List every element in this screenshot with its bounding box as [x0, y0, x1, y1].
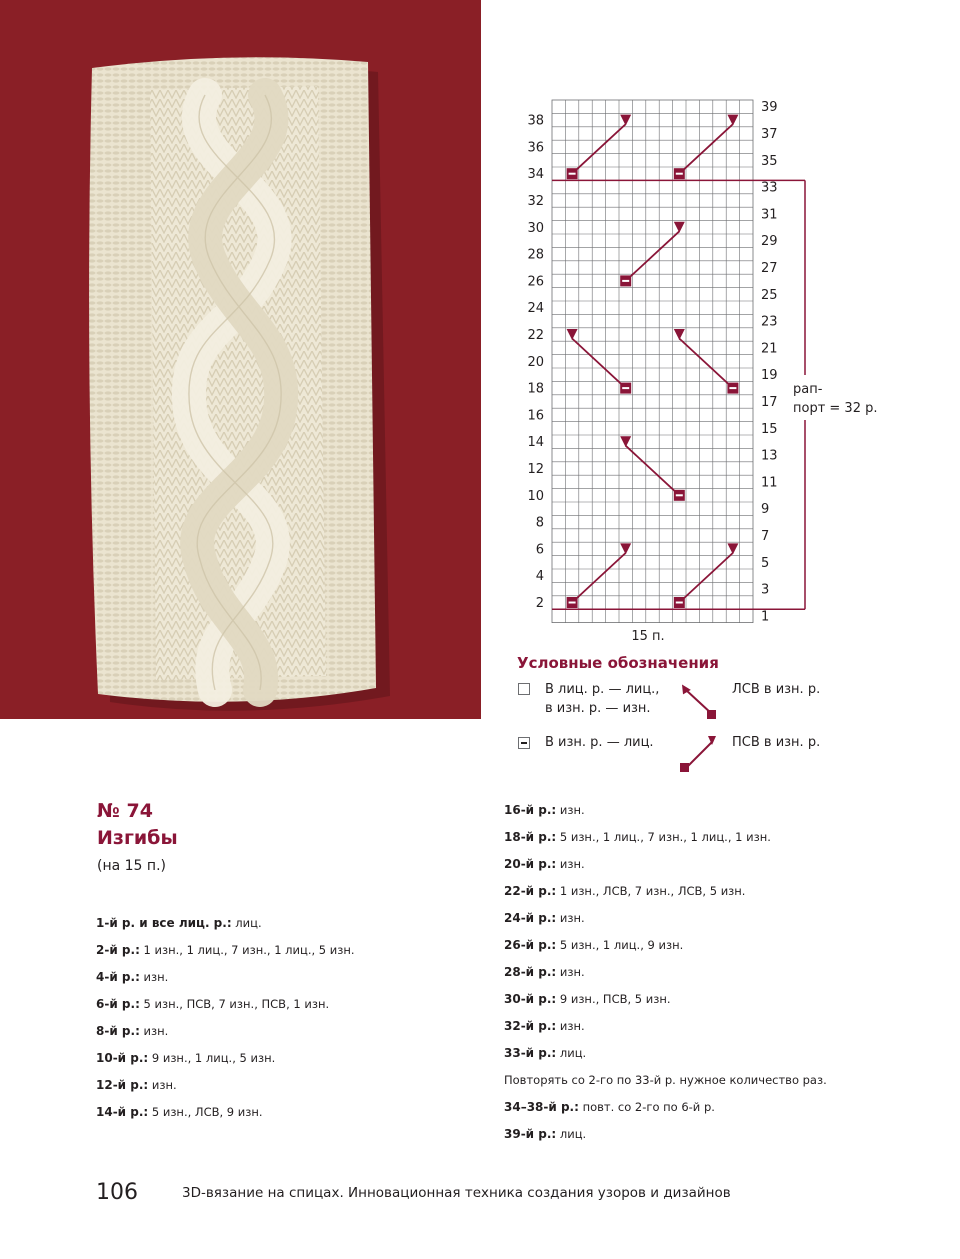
instruction-row-label: 26-й р.:	[504, 938, 557, 952]
instruction-row	[504, 905, 827, 932]
row-label-left: 38	[527, 113, 544, 129]
instruction-row-text: изн.	[556, 803, 585, 817]
legend-purl-cell-icon	[518, 737, 530, 749]
instruction-row-text: изн.	[556, 965, 585, 979]
instruction-row-text: изн.	[139, 1024, 169, 1038]
row-label-right: 31	[761, 207, 778, 223]
row-label-left: 8	[535, 515, 544, 531]
instruction-row	[504, 824, 827, 851]
row-label-right: 7	[761, 529, 770, 544]
instruction-row-label: 6-й р.:	[96, 997, 140, 1011]
purl-cell-minus	[569, 173, 576, 175]
row-label-left: 4	[535, 569, 544, 585]
instruction-row-text: изн.	[148, 1078, 177, 1092]
repeat-label-line1: рап-	[793, 382, 823, 397]
purl-cell-minus	[622, 387, 629, 389]
instruction-row-text: лиц.	[556, 1127, 587, 1141]
instruction-row-text: 5 изн., ЛСВ, 9 изн.	[148, 1105, 263, 1119]
instruction-row-text: лиц.	[556, 1046, 587, 1060]
row-label-left: 24	[527, 301, 544, 317]
purl-cell-minus	[676, 173, 683, 175]
page-number: 106	[96, 1180, 138, 1205]
knitting-chart	[500, 90, 920, 650]
instruction-row-label: 32-й р.:	[504, 1019, 557, 1033]
instruction-row-label: 39-й р.:	[504, 1127, 557, 1141]
legend-empty-text-2: в изн. р. — изн.	[545, 701, 651, 716]
instruction-row-text: изн.	[139, 970, 169, 984]
purl-cell-minus	[676, 602, 683, 604]
lsv-cross-icon	[676, 680, 720, 722]
row-label-left: 28	[527, 247, 544, 263]
row-label-right: 15	[761, 421, 778, 437]
instruction-row-text: повт. со 2-го по 6-й р.	[578, 1100, 715, 1114]
instruction-row-text: Повторять со 2-го по 33-й р. нужное количество раз.	[504, 1073, 827, 1087]
row-label-left: 10	[527, 488, 544, 504]
instruction-row-label: 18-й р.:	[504, 830, 557, 844]
chart-grid	[552, 100, 753, 623]
row-label-right: 9	[761, 502, 770, 518]
purl-cell-minus	[622, 280, 629, 282]
instruction-row-text: изн.	[556, 857, 585, 871]
legend-psv-text: ПСВ в изн. р.	[732, 735, 821, 750]
instruction-row-text: 5 изн., 1 лиц., 7 изн., 1 лиц., 1 изн.	[556, 830, 771, 844]
instruction-row-label: 14-й р.:	[96, 1105, 149, 1119]
row-label-left: 32	[527, 194, 544, 209]
row-label-left: 12	[527, 462, 544, 477]
instruction-row-label: 12-й р.:	[96, 1078, 149, 1092]
pattern-name: Изгибы	[97, 827, 178, 849]
row-label-left: 34	[527, 167, 544, 183]
instruction-row-text: 1 изн., 1 лиц., 7 изн., 1 лиц., 5 изн.	[139, 943, 355, 957]
instruction-row	[504, 1121, 827, 1148]
purl-cell-minus	[569, 602, 576, 604]
instruction-row	[504, 851, 827, 878]
instruction-row-text: 9 изн., 1 лиц., 5 изн.	[148, 1051, 276, 1065]
legend-title: Условные обозначения	[517, 654, 719, 672]
row-label-right: 25	[761, 287, 778, 303]
instruction-row	[504, 1094, 827, 1121]
row-label-right: 35	[761, 153, 778, 169]
instruction-row	[504, 797, 827, 824]
instruction-row	[96, 991, 355, 1018]
pattern-subtitle: (на 15 п.)	[97, 858, 166, 874]
row-label-right: 19	[761, 368, 778, 384]
row-label-right: 11	[761, 475, 778, 491]
instruction-row-text: 5 изн., 1 лиц., 9 изн.	[556, 938, 684, 952]
repeat-label-line2: порт = 32 р.	[793, 401, 878, 416]
row-label-left: 18	[527, 381, 544, 397]
instruction-row-label: 24-й р.:	[504, 911, 557, 925]
instruction-row-label: 4-й р.:	[96, 970, 140, 984]
row-labels-left	[527, 114, 544, 611]
instruction-row-label: 22-й р.:	[504, 884, 557, 898]
row-labels-right	[761, 100, 778, 624]
purl-cell-minus	[729, 387, 736, 389]
row-label-right: 37	[761, 127, 778, 142]
instruction-row-text: 5 изн., ПСВ, 7 изн., ПСВ, 1 изн.	[139, 997, 330, 1011]
instruction-row-label: 8-й р.:	[96, 1024, 140, 1038]
instruction-row	[504, 986, 827, 1013]
instruction-row	[504, 1040, 827, 1067]
row-label-left: 36	[527, 140, 544, 156]
legend-empty-cell-icon	[518, 683, 530, 695]
instruction-row-text: 1 изн., ЛСВ, 7 изн., ЛСВ, 5 изн.	[556, 884, 746, 898]
instruction-row	[96, 1045, 355, 1072]
legend-lsv-text: ЛСВ в изн. р.	[732, 682, 821, 697]
instruction-row	[504, 1013, 827, 1040]
row-label-right: 13	[761, 448, 778, 464]
row-label-right: 5	[761, 555, 770, 571]
instruction-row	[96, 1072, 355, 1099]
instruction-row	[96, 910, 355, 937]
instruction-row-text: лиц.	[231, 916, 262, 930]
instruction-row-text: изн.	[556, 1019, 585, 1033]
instruction-row	[504, 1067, 827, 1094]
row-label-right: 1	[761, 609, 770, 625]
instruction-row-label: 10-й р.:	[96, 1051, 149, 1065]
row-label-right: 23	[761, 314, 778, 330]
swatch-photo	[0, 0, 481, 719]
row-label-right: 27	[761, 261, 778, 276]
row-label-left: 16	[527, 408, 544, 424]
row-label-right: 29	[761, 234, 778, 250]
row-label-left: 22	[527, 328, 544, 343]
instructions-left	[96, 910, 355, 1126]
instruction-row	[504, 959, 827, 986]
row-label-right: 17	[761, 395, 778, 410]
row-label-right: 39	[761, 100, 778, 116]
instruction-row	[96, 937, 355, 964]
instruction-row-label: 33-й р.:	[504, 1046, 557, 1060]
row-label-left: 14	[527, 435, 544, 451]
instruction-row	[96, 1099, 355, 1126]
grid-frame	[552, 100, 753, 623]
stitch-count-label: 15 п.	[631, 629, 665, 644]
row-label-left: 26	[527, 274, 544, 290]
pattern-number: № 74	[97, 800, 153, 822]
instruction-row-label: 16-й р.:	[504, 803, 557, 817]
instruction-row	[504, 878, 827, 905]
instructions-right	[504, 797, 827, 1148]
row-label-right: 33	[761, 180, 778, 196]
instruction-row-text: 9 изн., ПСВ, 5 изн.	[556, 992, 671, 1006]
psv-cross-icon	[676, 734, 720, 776]
instruction-row-label: 34–38-й р.:	[504, 1100, 579, 1114]
instruction-row-text: изн.	[556, 911, 585, 925]
row-label-left: 6	[535, 542, 544, 558]
instruction-row-label: 20-й р.:	[504, 857, 557, 871]
row-label-right: 3	[761, 582, 770, 598]
row-label-left: 2	[535, 596, 544, 611]
row-label-left: 30	[527, 220, 544, 236]
legend-empty-text-1: В лиц. р. — лиц.,	[545, 682, 660, 697]
row-label-left: 20	[527, 354, 544, 370]
instruction-row-label: 28-й р.:	[504, 965, 557, 979]
row-label-right: 21	[761, 341, 778, 357]
instruction-row	[96, 964, 355, 991]
book-title: 3D-вязание на спицах. Инновационная техника создания узоров и дизайнов	[182, 1185, 731, 1201]
instruction-row	[96, 1018, 355, 1045]
instruction-row-label: 2-й р.:	[96, 943, 140, 957]
legend-minus-text: В изн. р. — лиц.	[545, 735, 654, 750]
instruction-row-label: 1-й р. и все лиц. р.:	[96, 916, 232, 930]
instruction-row	[504, 932, 827, 959]
instruction-row-label: 30-й р.:	[504, 992, 557, 1006]
purl-cell-minus	[676, 494, 683, 496]
